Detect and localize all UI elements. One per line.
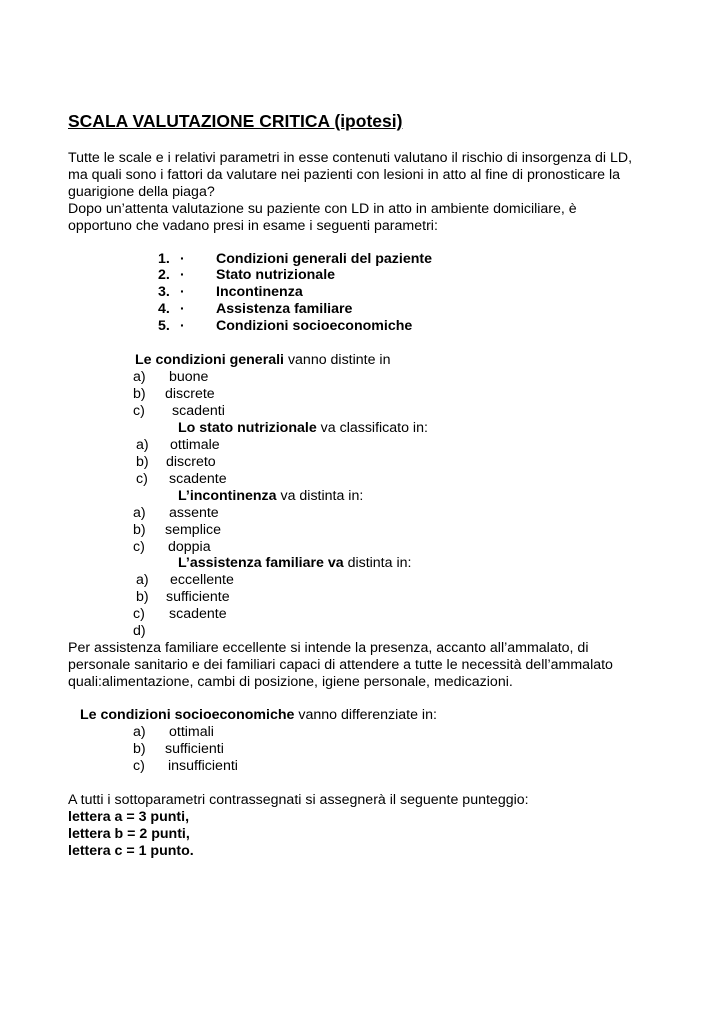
- section-heading-assistenza: [178, 555, 411, 572]
- section-heading-bold: Lo stato nutrizionale: [178, 420, 317, 436]
- list-letter: b): [133, 522, 146, 538]
- list-item: semplice: [165, 522, 221, 538]
- section-heading-bold: Le condizioni generali: [135, 352, 284, 368]
- list-item: scadente: [169, 471, 227, 487]
- section-heading-bold: Le condizioni socioeconomiche: [80, 707, 295, 723]
- list-item: assente: [169, 505, 219, 521]
- document-title: SCALA VALUTAZIONE CRITICA (ipotesi): [68, 111, 403, 131]
- list-item: scadenti: [172, 403, 225, 419]
- section-heading-rest: distinta in:: [343, 555, 412, 571]
- scoring-line-b: lettera b = 2 punti,: [68, 826, 190, 842]
- list-item: sufficiente: [166, 589, 230, 605]
- list-letter: a): [136, 437, 149, 453]
- list-letter: a): [133, 724, 146, 740]
- section-heading-incontinenza: [178, 488, 363, 505]
- list-item: discreto: [166, 454, 216, 470]
- list-letter: a): [133, 369, 146, 385]
- list-item: eccellente: [170, 572, 234, 588]
- scoring-line-c: lettera c = 1 punto.: [68, 843, 194, 859]
- list-letter: c): [136, 471, 148, 487]
- list-letter: a): [136, 572, 149, 588]
- section-heading-rest: va classificato in:: [316, 420, 428, 436]
- list-letter: b): [136, 454, 149, 470]
- scoring-intro: A tutti i sottoparametri contrassegnati si assegnerà il seguente punteggio:: [68, 792, 529, 808]
- param-bullet: ·: [180, 284, 185, 300]
- section-heading-generali: [135, 352, 390, 369]
- list-letter: c): [133, 606, 145, 622]
- intro-line-2: ma quali sono i fattori da valutare nei pazienti con lesioni in atto al fine di pronosticare la: [68, 167, 621, 183]
- list-item: sufficienti: [165, 741, 224, 757]
- section-heading-bold: L’incontinenza: [178, 488, 277, 504]
- param-text: Stato nutrizionale: [216, 267, 336, 283]
- param-number: 1.: [158, 251, 170, 267]
- param-number: 3.: [158, 284, 170, 300]
- param-bullet: ·: [180, 251, 185, 267]
- section-heading-rest: vanno differenziate in:: [294, 707, 437, 723]
- list-item: buone: [169, 369, 209, 385]
- list-letter: a): [133, 505, 146, 521]
- note-line-3: quali:alimentazione, cambi di posizione, igiene personale, medicazioni.: [68, 674, 513, 690]
- list-letter: b): [136, 589, 149, 605]
- param-number: 4.: [158, 301, 170, 317]
- param-number: 5.: [158, 318, 170, 334]
- section-heading-socio: [80, 707, 437, 724]
- param-number: 2.: [158, 267, 170, 283]
- list-letter: d): [133, 623, 146, 639]
- intro-line-1: Tutte le scale e i relativi parametri in esse contenuti valutano il rischio di insorgenza di LD,: [68, 150, 633, 166]
- list-letter: c): [133, 758, 145, 774]
- list-letter: b): [133, 386, 146, 402]
- param-text: Condizioni socioeconomiche: [216, 318, 413, 334]
- list-letter: c): [133, 403, 145, 419]
- scoring-line-a: lettera a = 3 punti,: [68, 809, 190, 825]
- intro-line-5: opportuno che vadano presi in esame i seguenti parametri:: [68, 218, 438, 234]
- section-heading-rest: vanno distinte in: [284, 352, 391, 368]
- list-item: ottimali: [169, 724, 214, 740]
- list-letter: c): [133, 539, 145, 555]
- list-item: scadente: [169, 606, 227, 622]
- section-heading-bold: L’assistenza familiare va: [178, 555, 344, 571]
- param-text: Condizioni generali del paziente: [216, 251, 432, 267]
- note-line-1: Per assistenza familiare eccellente si intende la presenza, accanto all’ammalato, di: [68, 640, 589, 656]
- param-bullet: ·: [180, 301, 185, 317]
- list-item: doppia: [168, 539, 211, 555]
- list-item: insufficienti: [168, 758, 238, 774]
- intro-line-3: guarigione della piaga?: [68, 184, 215, 200]
- section-heading-rest: va distinta in:: [276, 488, 364, 504]
- param-bullet: ·: [180, 318, 185, 334]
- param-bullet: ·: [180, 267, 185, 283]
- list-item: ottimale: [170, 437, 220, 453]
- intro-line-4: Dopo un’attenta valutazione su paziente con LD in atto in ambiente domiciliare, è: [68, 201, 577, 217]
- param-text: Incontinenza: [216, 284, 303, 300]
- note-line-2: personale sanitario e dei familiari capaci di attendere a tutte le necessità dell’ammalato: [68, 657, 613, 673]
- list-item: discrete: [165, 386, 215, 402]
- param-text: Assistenza familiare: [216, 301, 353, 317]
- list-letter: b): [133, 741, 146, 757]
- section-heading-nutrizionale: [178, 420, 428, 437]
